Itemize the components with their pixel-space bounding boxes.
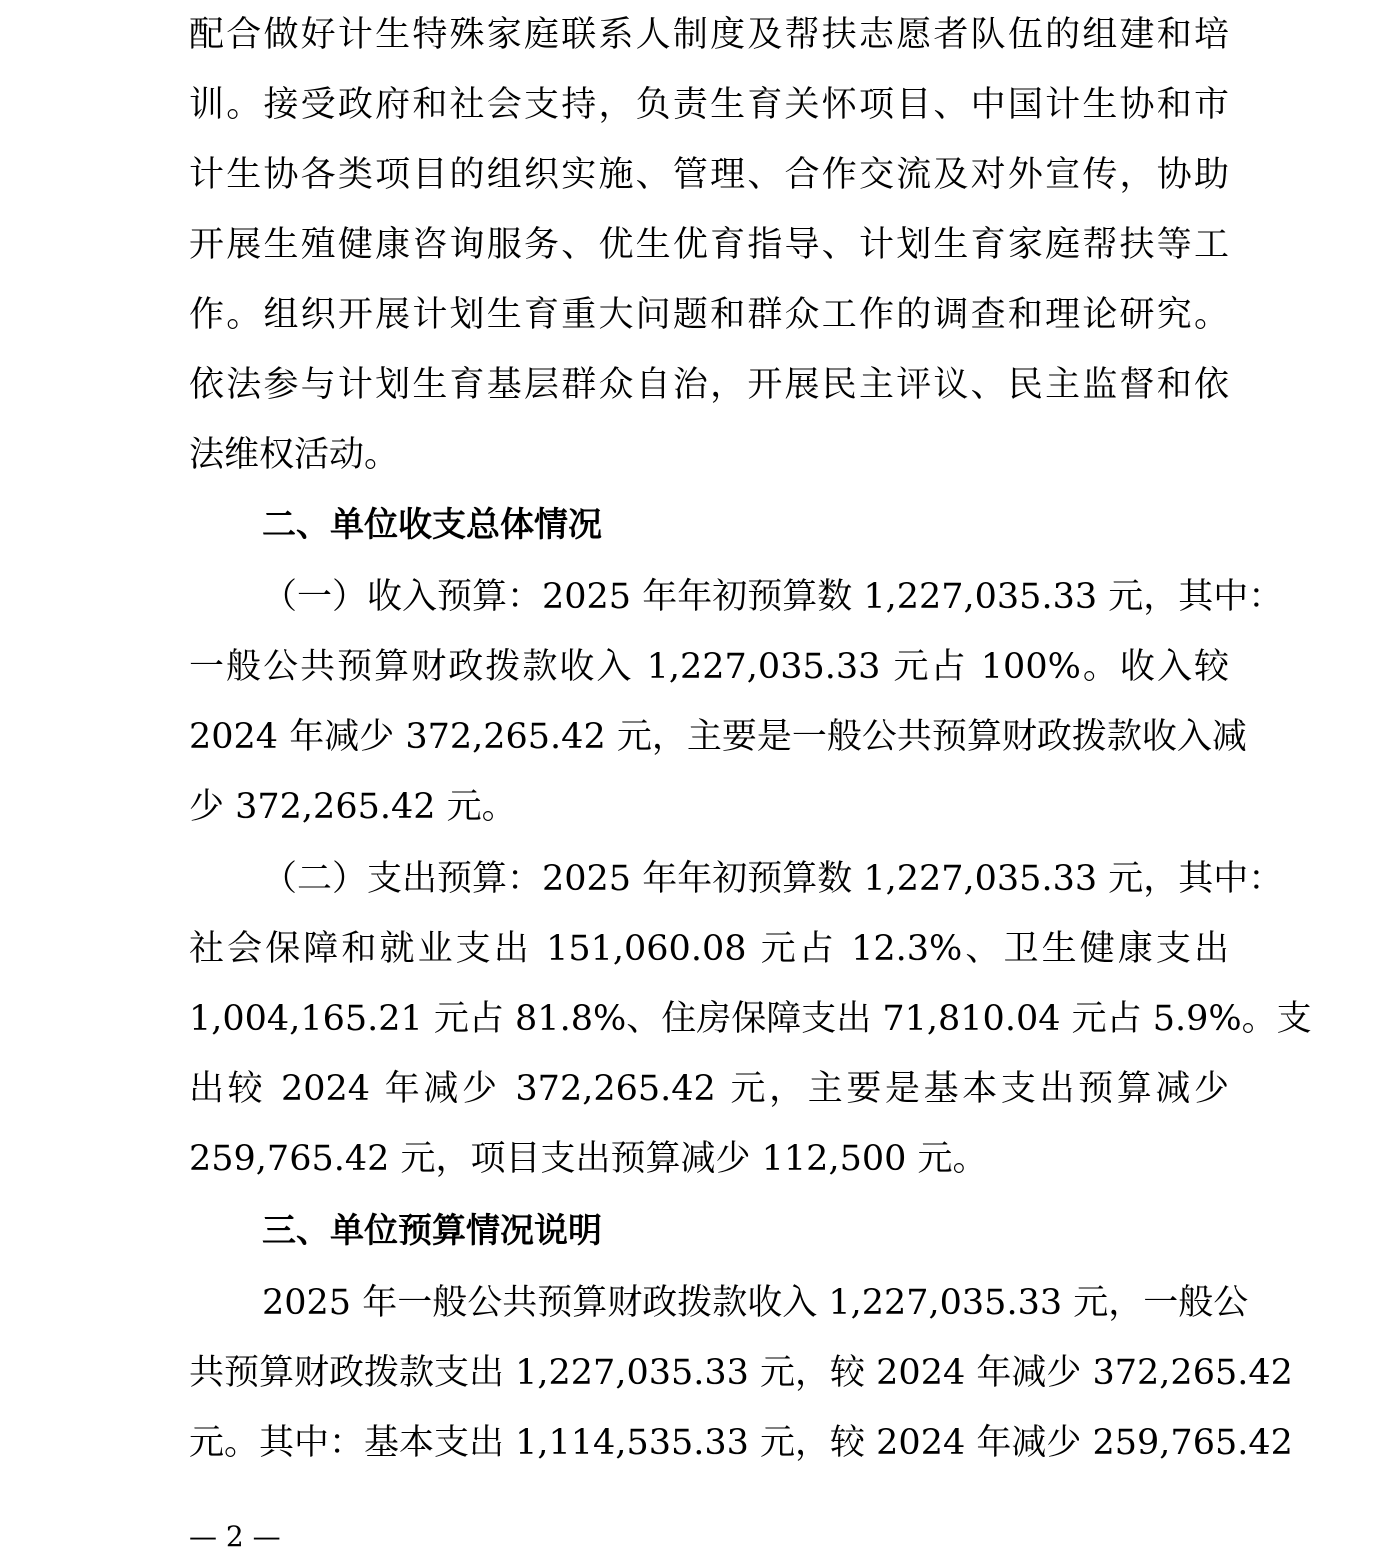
income-paragraph-line: 一般公共预算财政拨款收入 1,227,035.33 元占 100%。收入较 bbox=[189, 647, 1229, 687]
paragraph-line: 计生协各类项目的组织实施、管理、合作交流及对外宣传，协助 bbox=[189, 155, 1229, 195]
expense-paragraph-line: 社会保障和就业支出 151,060.08 元占 12.3%、卫生健康支出 bbox=[189, 929, 1229, 969]
paragraph-line: 训。接受政府和社会支持，负责生育关怀项目、中国计生协和市 bbox=[189, 85, 1229, 125]
expense-paragraph-line: （二）支出预算：2025 年年初预算数 1,227,035.33 元，其中： bbox=[262, 859, 1284, 899]
section-heading: 二、单位收支总体情况 bbox=[262, 505, 602, 545]
paragraph-line: 依法参与计划生育基层群众自治，开展民主评议、民主监督和依 bbox=[189, 365, 1229, 405]
budget-paragraph-line: 共预算财政拨款支出 1,227,035.33 元，较 2024 年减少 372,265.42 bbox=[189, 1353, 1293, 1393]
paragraph-line: 作。组织开展计划生育重大问题和群众工作的调查和理论研究。 bbox=[189, 295, 1229, 335]
income-paragraph-line: （一）收入预算：2025 年年初预算数 1,227,035.33 元，其中： bbox=[262, 577, 1284, 617]
paragraph-line: 开展生殖健康咨询服务、优生优育指导、计划生育家庭帮扶等工 bbox=[189, 225, 1229, 265]
page-number: — 2 — bbox=[189, 1520, 281, 1553]
paragraph-line: 法维权活动。 bbox=[189, 435, 400, 475]
expense-paragraph-line: 259,765.42 元，项目支出预算减少 112,500 元。 bbox=[189, 1139, 988, 1179]
budget-paragraph-line: 元。其中：基本支出 1,114,535.33 元，较 2024 年减少 259,765.42 bbox=[189, 1423, 1293, 1463]
income-paragraph-line: 少 372,265.42 元。 bbox=[189, 787, 517, 827]
paragraph-line: 配合做好计生特殊家庭联系人制度及帮扶志愿者队伍的组建和培 bbox=[189, 15, 1229, 55]
income-paragraph-line: 2024 年减少 372,265.42 元，主要是一般公共预算财政拨款收入减 bbox=[189, 717, 1247, 757]
expense-paragraph-line: 出较 2024 年减少 372,265.42 元，主要是基本支出预算减少 bbox=[189, 1069, 1229, 1109]
section-heading: 三、单位预算情况说明 bbox=[262, 1211, 602, 1251]
expense-paragraph-line: 1,004,165.21 元占 81.8%、住房保障支出 71,810.04 元占 5.9%。支 bbox=[189, 999, 1312, 1039]
budget-paragraph-line: 2025 年一般公共预算财政拨款收入 1,227,035.33 元，一般公 bbox=[262, 1283, 1249, 1323]
